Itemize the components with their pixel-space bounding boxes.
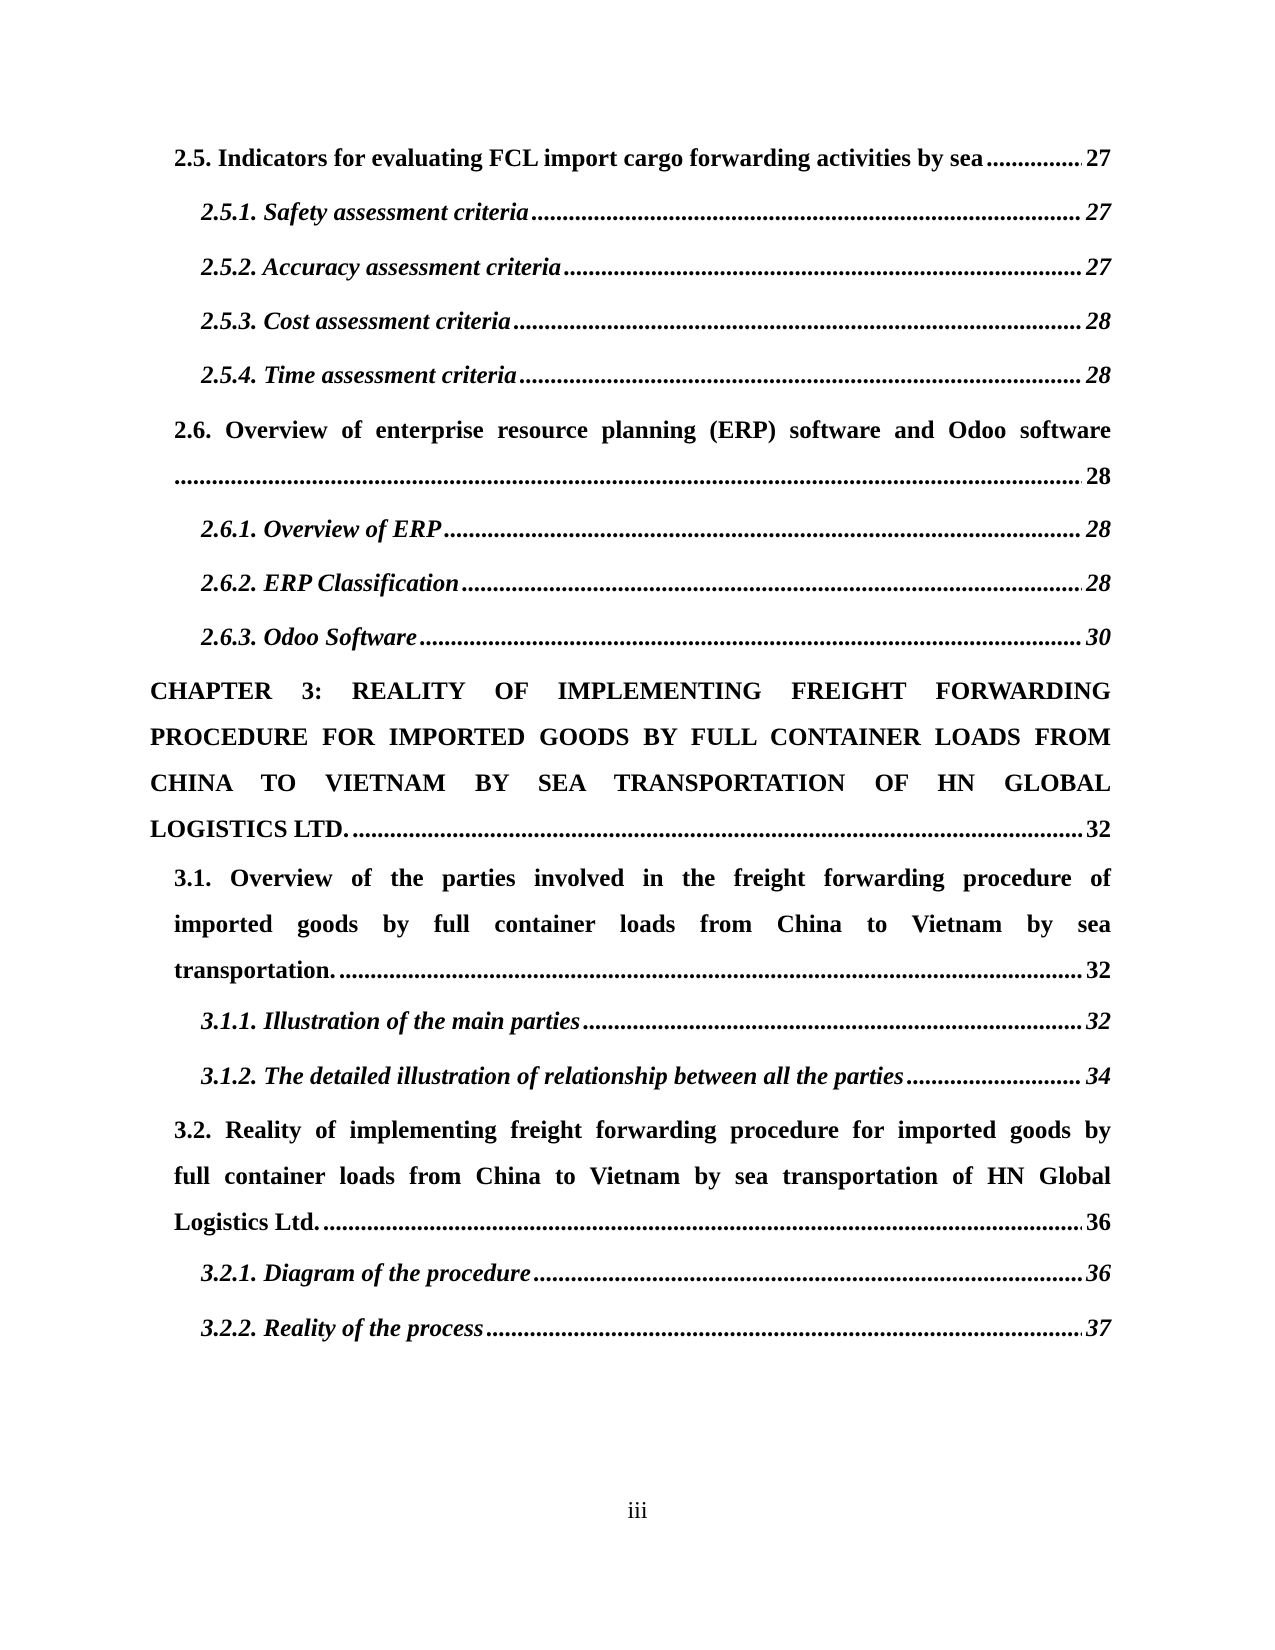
leader-dots	[583, 999, 1082, 1045]
toc-entry-title: full container loads from China to Vietnam by sea transportation of HN Global	[174, 1163, 1111, 1190]
toc-entry-2-5-2[interactable]	[201, 245, 1111, 291]
toc-entry-title: 3.1.2. The detailed illustration of relationship between all the parties	[201, 1063, 904, 1090]
toc-entry-page: 37	[1086, 1315, 1111, 1342]
leader-dots	[339, 948, 1082, 994]
toc-entry-title: 2.5.1. Safety assessment criteria	[201, 199, 529, 226]
toc-entry-2-6-1[interactable]	[201, 507, 1111, 553]
leader-dots	[514, 299, 1082, 345]
toc-entry-title: 3.2. Reality of implementing freight forwarding procedure for imported goods by	[174, 1117, 1111, 1144]
toc-entry-2-6[interactable]	[174, 408, 1111, 500]
toc-entry-title: PROCEDURE FOR IMPORTED GOODS BY FULL CONTAINER LOADS FROM	[150, 724, 1111, 751]
leader-dots	[487, 1306, 1082, 1352]
toc-entry-title: CHAPTER 3: REALITY OF IMPLEMENTING FREIGHT FORWARDING	[150, 678, 1111, 705]
toc-entry-page: 27	[1086, 199, 1111, 226]
toc-entry-title: 2.5. Indicators for evaluating FCL import cargo forwarding activities by sea	[174, 145, 984, 172]
toc-entry-page: 27	[1086, 254, 1111, 281]
toc-entry-page: 28	[1086, 362, 1111, 389]
toc-entry-title: CHINA TO VIETNAM BY SEA TRANSPORTATION OF HN GLOBAL	[150, 770, 1111, 797]
toc-entry-3-1-1[interactable]	[201, 999, 1111, 1045]
toc-entry-page: 28	[1086, 463, 1111, 490]
toc-entry-page: 27	[1086, 145, 1111, 172]
toc-entry-title: 2.5.3. Cost assessment criteria	[201, 308, 511, 335]
leader-dots	[534, 1251, 1082, 1297]
toc-entry-title: 3.2.2. Reality of the process	[201, 1315, 484, 1342]
toc-entry-page: 32	[1086, 957, 1111, 984]
toc-entry-3-1[interactable]	[174, 856, 1111, 994]
toc-entry-title: LOGISTICS LTD.	[150, 816, 350, 843]
toc-entry-title: 3.2.1. Diagram of the procedure	[201, 1260, 531, 1287]
toc-entry-page: 28	[1086, 570, 1111, 597]
leader-dots	[444, 507, 1082, 553]
toc-entry-page: 32	[1086, 1008, 1111, 1035]
toc-entry-page: 36	[1086, 1209, 1111, 1236]
page-number: iii	[627, 1498, 648, 1524]
toc-entry-title: 3.1.1. Illustration of the main parties	[201, 1008, 581, 1035]
toc-entry-chapter-3[interactable]	[150, 669, 1111, 853]
toc-entry-3-2-2[interactable]	[201, 1306, 1111, 1352]
toc-entry-title: 3.1. Overview of the parties involved in the freight forwarding procedure of	[174, 865, 1111, 892]
toc-entry-page: 32	[1086, 816, 1111, 843]
toc-entry-title: imported goods by full container loads from China to Vietnam by sea	[174, 911, 1111, 938]
leader-dots	[323, 1200, 1082, 1246]
toc-entry-page: 36	[1086, 1260, 1111, 1287]
toc-entry-3-2[interactable]	[174, 1108, 1111, 1246]
toc-entry-title: 2.5.4. Time assessment criteria	[201, 362, 517, 389]
toc-entry-2-6-2[interactable]	[201, 561, 1111, 607]
toc-entry-page: 30	[1086, 624, 1111, 651]
toc-entry-title: 2.6. Overview of enterprise resource planning (ERP) software and Odoo software	[174, 417, 1111, 444]
toc-entry-title: 2.6.1. Overview of ERP	[201, 516, 442, 543]
toc-entry-title: 2.5.2. Accuracy assessment criteria	[201, 254, 562, 281]
leader-dots	[420, 615, 1082, 661]
toc-entry-2-6-3[interactable]	[201, 615, 1111, 661]
toc-entry-3-2-1[interactable]	[201, 1251, 1111, 1297]
leader-dots	[532, 190, 1082, 236]
leader-dots	[462, 561, 1082, 607]
leader-dots	[986, 136, 1082, 182]
toc-entry-page: 28	[1086, 516, 1111, 543]
toc-entry-page: 28	[1086, 308, 1111, 335]
toc-entry-page: 34	[1086, 1063, 1111, 1090]
toc-entry-2-5-4[interactable]	[201, 353, 1111, 399]
toc-entry-2-5-1[interactable]	[201, 190, 1111, 236]
leader-dots	[564, 245, 1082, 291]
leader-dots	[174, 454, 1082, 500]
leader-dots	[907, 1054, 1082, 1100]
toc-entry-2-5[interactable]	[174, 136, 1111, 182]
toc-entry-title: Logistics Ltd.	[174, 1209, 320, 1236]
toc-entry-title: transportation.	[174, 957, 336, 984]
leader-dots	[352, 807, 1082, 853]
leader-dots	[520, 353, 1082, 399]
toc-entry-3-1-2[interactable]	[201, 1054, 1111, 1100]
toc-entry-2-5-3[interactable]	[201, 299, 1111, 345]
toc-entry-title: 2.6.3. Odoo Software	[201, 624, 417, 651]
toc-entry-title: 2.6.2. ERP Classification	[201, 570, 460, 597]
